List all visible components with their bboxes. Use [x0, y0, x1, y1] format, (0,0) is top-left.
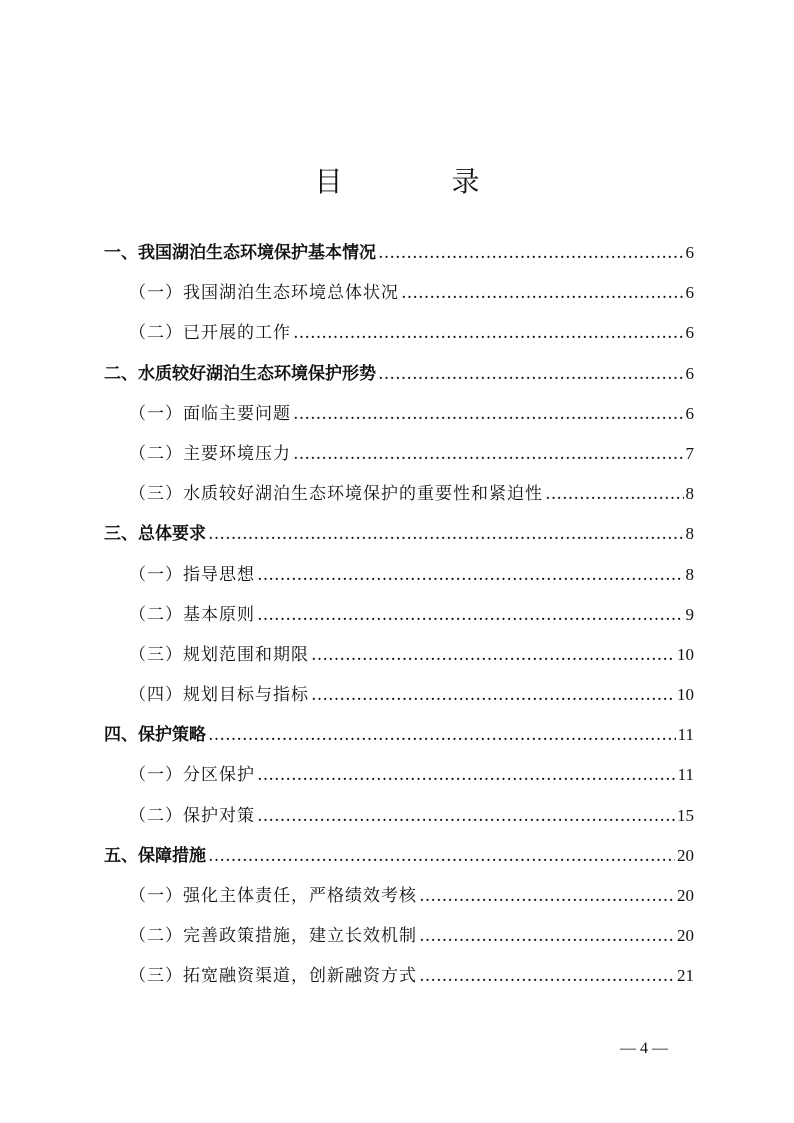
toc-entry-page: 6	[685, 363, 694, 383]
toc-section-entry	[104, 238, 694, 278]
toc-entry-label: （三）规划范围和期限	[129, 644, 309, 665]
toc-subsection-entry	[104, 760, 694, 800]
toc-entry-label: （二）完善政策措施，建立长效机制	[129, 926, 417, 947]
toc-subsection-entry	[104, 318, 694, 358]
toc-entry-page: 20	[677, 845, 694, 865]
toc-section-entry	[104, 359, 694, 399]
toc-section-entry	[104, 519, 694, 559]
toc-leader-dots	[419, 926, 675, 946]
toc-entry-page: 8	[685, 524, 694, 544]
toc-entry-label: （四）规划目标与指标	[129, 685, 309, 706]
toc-leader-dots	[293, 323, 684, 343]
toc-subsection-entry	[104, 439, 694, 479]
table-of-contents	[104, 238, 694, 1002]
toc-entry-label: （一）面临主要问题	[129, 403, 291, 424]
toc-entry-label: 三、总体要求	[104, 524, 206, 545]
toc-leader-dots	[257, 806, 675, 826]
toc-leader-dots	[208, 846, 675, 866]
toc-entry-label: （一）我国湖泊生态环境总体状况	[129, 283, 399, 304]
toc-section-entry	[104, 841, 694, 881]
toc-leader-dots	[378, 364, 684, 384]
toc-entry-label: 五、保障措施	[104, 845, 206, 866]
toc-entry-page: 6	[685, 323, 694, 343]
toc-leader-dots	[311, 645, 675, 665]
toc-leader-dots	[293, 444, 684, 464]
toc-subsection-entry	[104, 399, 694, 439]
toc-entry-page: 9	[685, 604, 694, 624]
toc-entry-page: 11	[677, 765, 694, 785]
toc-leader-dots	[257, 565, 684, 585]
toc-entry-page: 6	[685, 283, 694, 303]
toc-leader-dots	[257, 765, 676, 785]
toc-entry-label: （一）强化主体责任，严格绩效考核	[129, 886, 417, 906]
toc-entry-page: 15	[677, 805, 694, 825]
toc-entry-page: 10	[677, 644, 694, 664]
toc-subsection-entry	[104, 801, 694, 841]
toc-entry-page: 20	[677, 886, 694, 905]
toc-leader-dots	[208, 524, 684, 544]
toc-leader-dots	[545, 484, 684, 504]
toc-leader-dots	[257, 605, 684, 625]
toc-section-entry	[104, 720, 694, 760]
toc-entry-page: 7	[685, 443, 694, 463]
toc-entry-page: 20	[677, 926, 694, 946]
toc-entry-label: （二）基本原则	[129, 604, 255, 625]
toc-entry-page: 6	[685, 403, 694, 423]
toc-leader-dots	[311, 685, 675, 705]
toc-entry-page: 8	[685, 564, 694, 584]
toc-leader-dots	[419, 886, 675, 906]
page-title: 目 录	[314, 165, 530, 198]
toc-entry-label: 一、我国湖泊生态环境保护基本情况	[104, 243, 376, 263]
toc-leader-dots	[293, 404, 684, 424]
toc-entry-page: 21	[677, 966, 694, 986]
toc-subsection-entry	[104, 640, 694, 680]
toc-entry-label: 二、水质较好湖泊生态环境保护形势	[104, 363, 376, 384]
toc-entry-label: （三）水质较好湖泊生态环境保护的重要性和紧迫性	[129, 484, 543, 505]
toc-leader-dots	[378, 243, 684, 263]
toc-entry-label: （三）拓宽融资渠道，创新融资方式	[129, 966, 417, 987]
toc-entry-page: 10	[677, 685, 694, 705]
toc-entry-label: （二）主要环境压力	[129, 443, 291, 464]
toc-leader-dots	[401, 283, 684, 303]
toc-subsection-entry	[104, 680, 694, 720]
toc-subsection-entry	[104, 961, 694, 1001]
toc-leader-dots	[208, 725, 676, 745]
toc-subsection-entry	[104, 278, 694, 318]
toc-subsection-entry	[104, 881, 694, 921]
toc-entry-page: 6	[685, 243, 694, 262]
toc-entry-label: （二）保护对策	[129, 805, 255, 826]
toc-entry-page: 11	[677, 725, 694, 745]
toc-entry-label: 四、保护策略	[104, 725, 206, 746]
toc-entry-page: 8	[685, 484, 694, 504]
toc-subsection-entry	[104, 921, 694, 961]
toc-subsection-entry	[104, 560, 694, 600]
toc-entry-label: （二）已开展的工作	[129, 323, 291, 344]
toc-entry-label: （一）分区保护	[129, 765, 255, 786]
toc-subsection-entry	[104, 479, 694, 519]
toc-leader-dots	[419, 966, 675, 986]
page-number: — 4 —	[620, 1040, 668, 1057]
toc-entry-label: （一）指导思想	[129, 564, 255, 585]
toc-subsection-entry	[104, 600, 694, 640]
